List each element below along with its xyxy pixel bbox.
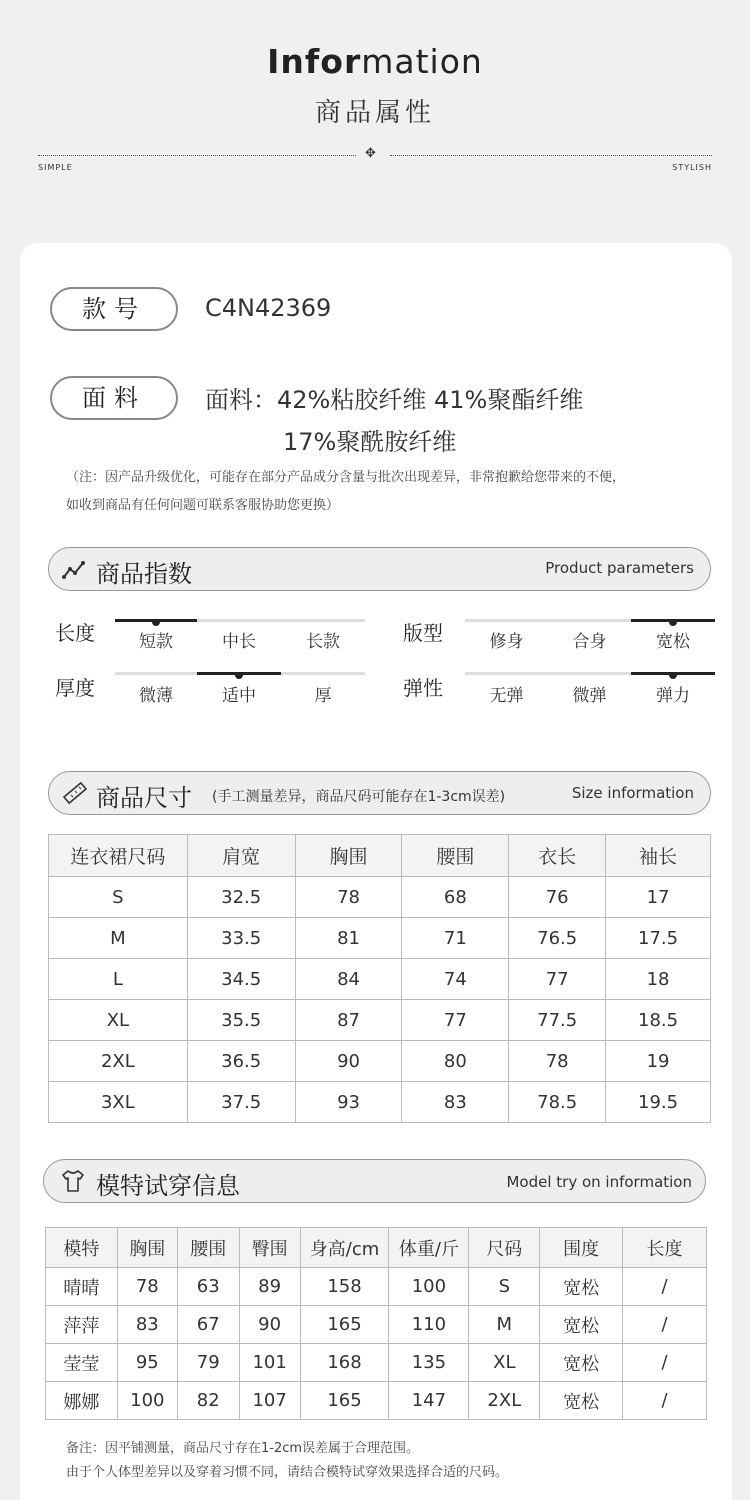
model-col-header: 模特 — [46, 1228, 118, 1268]
table-cell: 80 — [402, 1041, 509, 1082]
table-cell: 宽松 — [540, 1344, 623, 1382]
table-cell: 78 — [509, 1041, 606, 1082]
table-cell: 宽松 — [540, 1382, 623, 1420]
table-cell: 17.5 — [606, 918, 711, 959]
size-information-title-en: Size information — [571, 784, 694, 802]
table-cell: 71 — [402, 918, 509, 959]
table-cell: 3XL — [49, 1082, 188, 1123]
table-cell: 79 — [177, 1344, 239, 1382]
size-information-title: 商品尺寸 — [96, 784, 192, 812]
table-cell: / — [623, 1382, 707, 1420]
table-row — [49, 1082, 711, 1123]
size-col-header: 袖长 — [606, 835, 711, 877]
table-cell: 77.5 — [509, 1000, 606, 1041]
table-cell: 宽松 — [540, 1268, 623, 1306]
table-cell: 89 — [239, 1268, 300, 1306]
table-cell: M — [469, 1306, 540, 1344]
attr-fit-label: 版型 — [403, 621, 443, 645]
table-cell: 32.5 — [187, 877, 295, 918]
table-cell: 81 — [295, 918, 402, 959]
attr-fit-option: 合身 — [572, 632, 607, 652]
table-row — [46, 1306, 707, 1344]
table-cell: 萍萍 — [46, 1306, 118, 1344]
table-cell: 77 — [402, 1000, 509, 1041]
attr-length-seg — [197, 619, 281, 622]
stylish-tag: STYLISH — [672, 163, 712, 172]
fabric-label: 面料 — [50, 376, 178, 420]
table-cell: 35.5 — [187, 1000, 295, 1041]
table-cell: 莹莹 — [46, 1344, 118, 1382]
attr-fit-seg — [465, 619, 548, 622]
table-cell: 37.5 — [187, 1082, 295, 1123]
model-note-line2: 由于个人体型差异以及穿着习惯不同，请结合模特试穿效果选择合适的尺码。 — [66, 1465, 509, 1480]
table-cell: 158 — [300, 1268, 389, 1306]
table-cell: 19 — [606, 1041, 711, 1082]
attr-length-option: 短款 — [139, 632, 173, 652]
table-cell: 67 — [177, 1306, 239, 1344]
attr-length-seg-selected — [115, 619, 197, 622]
table-cell: 78.5 — [509, 1082, 606, 1123]
model-col-header: 腰围 — [177, 1228, 239, 1268]
model-info-title: 模特试穿信息 — [96, 1172, 240, 1200]
fabric-composition-line1: 面料：42%粘胶纤维 41%聚酯纤维 — [205, 386, 584, 414]
size-col-header: 腰围 — [402, 835, 509, 877]
model-col-header: 胸围 — [117, 1228, 177, 1268]
table-cell: 娜娜 — [46, 1382, 118, 1420]
table-cell: / — [623, 1306, 707, 1344]
table-row — [49, 918, 711, 959]
table-row — [49, 959, 711, 1000]
table-cell: 82 — [177, 1382, 239, 1420]
model-table-header — [46, 1228, 707, 1268]
table-cell: 95 — [117, 1344, 177, 1382]
table-cell: 100 — [117, 1382, 177, 1420]
model-col-header: 臀围 — [239, 1228, 300, 1268]
table-cell: 晴晴 — [46, 1268, 118, 1306]
table-cell: 147 — [389, 1382, 469, 1420]
table-row — [49, 1000, 711, 1041]
size-col-header: 衣长 — [509, 835, 606, 877]
table-cell: 107 — [239, 1382, 300, 1420]
attr-length-option: 中长 — [222, 632, 256, 652]
simple-tag: SIMPLE — [38, 163, 73, 172]
table-cell: 93 — [295, 1082, 402, 1123]
attr-fit-seg — [548, 619, 631, 622]
size-col-header: 肩宽 — [187, 835, 295, 877]
model-col-header: 体重/斤 — [389, 1228, 469, 1268]
attr-thickness-seg-selected — [197, 672, 281, 675]
model-col-header: 身高/cm — [300, 1228, 389, 1268]
table-cell: 90 — [295, 1041, 402, 1082]
table-cell: 90 — [239, 1306, 300, 1344]
attr-thickness-seg — [115, 672, 197, 675]
product-parameters-title-en: Product parameters — [545, 559, 694, 577]
table-cell: 18 — [606, 959, 711, 1000]
attr-elasticity-option: 微弹 — [572, 686, 607, 706]
table-cell: 84 — [295, 959, 402, 1000]
attr-elasticity-seg-selected — [631, 672, 715, 675]
divider-left — [38, 155, 356, 156]
table-cell: L — [49, 959, 188, 1000]
style-number-label: 款号 — [50, 287, 178, 331]
trend-line-icon — [62, 557, 86, 586]
table-row — [49, 1041, 711, 1082]
table-cell: 135 — [389, 1344, 469, 1382]
table-cell: 34.5 — [187, 959, 295, 1000]
table-row — [46, 1268, 707, 1306]
fabric-composition-line2: 17%聚酰胺纤维 — [283, 428, 457, 456]
attr-length-label: 长度 — [55, 621, 95, 645]
table-cell: / — [623, 1268, 707, 1306]
attr-thickness-seg — [281, 672, 365, 675]
model-info-title-en: Model try on information — [506, 1173, 692, 1191]
attr-elasticity-seg — [465, 672, 548, 675]
table-row — [46, 1344, 707, 1382]
table-cell: 76 — [509, 877, 606, 918]
table-cell: XL — [49, 1000, 188, 1041]
header-title: Information — [267, 42, 483, 81]
table-cell: 2XL — [49, 1041, 188, 1082]
attr-fit-option: 宽松 — [656, 632, 690, 652]
size-table-header — [49, 835, 711, 877]
table-cell: 87 — [295, 1000, 402, 1041]
table-cell: 168 — [300, 1344, 389, 1382]
product-parameters-title: 商品指数 — [96, 560, 192, 588]
attr-length-seg — [281, 619, 365, 622]
model-col-header: 尺码 — [469, 1228, 540, 1268]
table-cell: 110 — [389, 1306, 469, 1344]
attr-thickness-label: 厚度 — [55, 676, 95, 700]
table-cell: 83 — [117, 1306, 177, 1344]
model-table — [45, 1227, 707, 1420]
table-cell: 宽松 — [540, 1306, 623, 1344]
model-col-header: 围度 — [540, 1228, 623, 1268]
attr-thickness-option: 适中 — [222, 686, 256, 706]
style-number-value: C4N42369 — [205, 294, 332, 322]
size-information-note: (手工测量差异，商品尺码可能存在1-3cm误差) — [212, 789, 506, 805]
attr-thickness-option: 厚 — [314, 686, 332, 706]
fabric-note-line2: 如收到商品有任何问题可联系客服协助您更换） — [66, 498, 340, 513]
table-cell: 36.5 — [187, 1041, 295, 1082]
table-cell: 165 — [300, 1382, 389, 1420]
ruler-icon — [62, 780, 88, 811]
table-cell: 2XL — [469, 1382, 540, 1420]
table-cell: S — [49, 877, 188, 918]
size-col-header: 胸围 — [295, 835, 402, 877]
table-cell: 76.5 — [509, 918, 606, 959]
divider-right — [390, 155, 712, 156]
table-cell: 101 — [239, 1344, 300, 1382]
fabric-note-line1: （注：因产品升级优化，可能存在部分产品成分含量与批次出现差异，非常抱歉给您带来的不便， — [66, 470, 626, 485]
model-note-line1: 备注：因平铺测量，商品尺寸存在1-2cm误差属于合理范围。 — [66, 1441, 420, 1456]
attr-elasticity-label: 弹性 — [403, 676, 443, 700]
attr-thickness-option: 微薄 — [139, 686, 173, 706]
attr-elasticity-option: 弹力 — [656, 686, 690, 706]
table-cell: 100 — [389, 1268, 469, 1306]
table-cell: 33.5 — [187, 918, 295, 959]
table-cell: S — [469, 1268, 540, 1306]
table-row — [46, 1382, 707, 1420]
cross-dots-icon: ✥ — [365, 146, 376, 161]
attr-elasticity-seg — [548, 672, 631, 675]
table-cell: / — [623, 1344, 707, 1382]
table-cell: M — [49, 918, 188, 959]
attr-fit-option: 修身 — [489, 632, 524, 652]
model-col-header: 长度 — [623, 1228, 707, 1268]
size-col-header: 连衣裙尺码 — [49, 835, 188, 877]
attr-length-option: 长款 — [306, 632, 340, 652]
table-cell: 17 — [606, 877, 711, 918]
table-cell: 78 — [117, 1268, 177, 1306]
tshirt-icon — [60, 1168, 86, 1199]
table-cell: 83 — [402, 1082, 509, 1123]
table-cell: 77 — [509, 959, 606, 1000]
table-cell: XL — [469, 1344, 540, 1382]
table-cell: 68 — [402, 877, 509, 918]
table-cell: 19.5 — [606, 1082, 711, 1123]
table-row — [49, 877, 711, 918]
table-cell: 165 — [300, 1306, 389, 1344]
attr-fit-seg-selected — [631, 619, 715, 622]
table-cell: 74 — [402, 959, 509, 1000]
table-cell: 18.5 — [606, 1000, 711, 1041]
header-subtitle: 商品属性 — [314, 98, 435, 128]
size-table — [48, 834, 711, 1123]
table-cell: 78 — [295, 877, 402, 918]
table-cell: 63 — [177, 1268, 239, 1306]
attr-elasticity-option: 无弹 — [489, 686, 524, 706]
